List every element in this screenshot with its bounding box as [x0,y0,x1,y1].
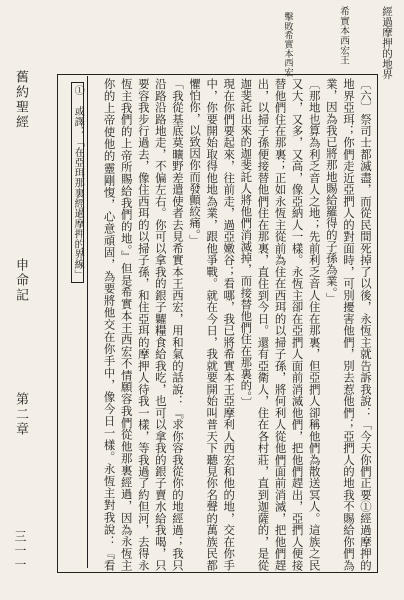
header-right: 經過摩押的地界 [381,6,393,80]
footer-page-number: 三一一 [13,530,27,572]
footer-chapter: 第二章 [13,392,28,437]
footer-section: 申命記 [13,258,28,303]
header-left: 擊敗希實本西宏 [282,12,293,77]
footnote-boxed: ① 或譯：「在亞珥那裏經過摩押的界線」 [71,82,84,283]
verse-block: 「我從基底莫曠野差遣使者去見希實本王西宏，用和氣的話說：『求你容我從你的地經過；我只沿路沿路地走，不偏左右。你可以拿我的銀子糶糧食給我吃，也可以拿我的銀子賣水給我喝，只要容我步行過去，像住西珥的以掃子孫，和住亞珥的摩押人待我一樣，等我過了約但河，去得永恆主我們的上帝所賜給我們的地。』但是希實本王西宏不情願容我們從他那裏經過，因為永恆主你的上帝使他的靈剛愎，心意頑固，為要將他交在你手中，像今日一樣。永恆主對我說：『看 [102,78,185,571]
footer-book-title: 舊約聖經 [13,70,28,130]
header-mid: 希實本西宏王 [338,6,349,65]
verse-block: 〔六〕祭司士都滅盡，而從民間死掉了以後，永恆主就告訴我說：「今天你們正要①經過摩押的地界亞珥；你們走近亞捫人的對面時，可別擾害他們，別去惹他們；亞捫人的地我不賜給你們為業，因為我已將那地賜給羅得的子孫為業。」 [324,78,373,571]
scripture-body [98,78,374,571]
verse-block: 現在你們要起來，往前走，過亞嫩谷；看哪，我已將希實本王亞摩利人西宏和他的地，交在你手中，你要開始取得他地為業，跟他爭戰。就在今日，我就要開始叫普天下聽見你名聲的萬族民都懼怕你，以致因你而發顫絞痛。」 [188,78,237,571]
footnote-divider [87,76,88,568]
running-header [190,6,400,80]
verse-block: 〔那地也算為利乏音人之地；先前利乏音人住在那裏，但亞捫人卻稱他們為散送冥人。這族之民又大，又多，又高，像亞納人一樣。永恆主卻在亞捫人面前消滅他們，把他們趕出，亞捫人便接替他們住在那裏；正如永恆主從前為住在西珥的以掃子孫，將何利人從他們面前消滅，把他們趕出，以掃子孫便接替他們住在那裏，直住到今日。還有亞衛人，住在各村莊，直到迦薩的，是從迦斐託出來的迦斐託人將他們消滅掉，而接替他們住在那裏的。〕 [239,78,322,571]
footnote-text [72,82,82,283]
